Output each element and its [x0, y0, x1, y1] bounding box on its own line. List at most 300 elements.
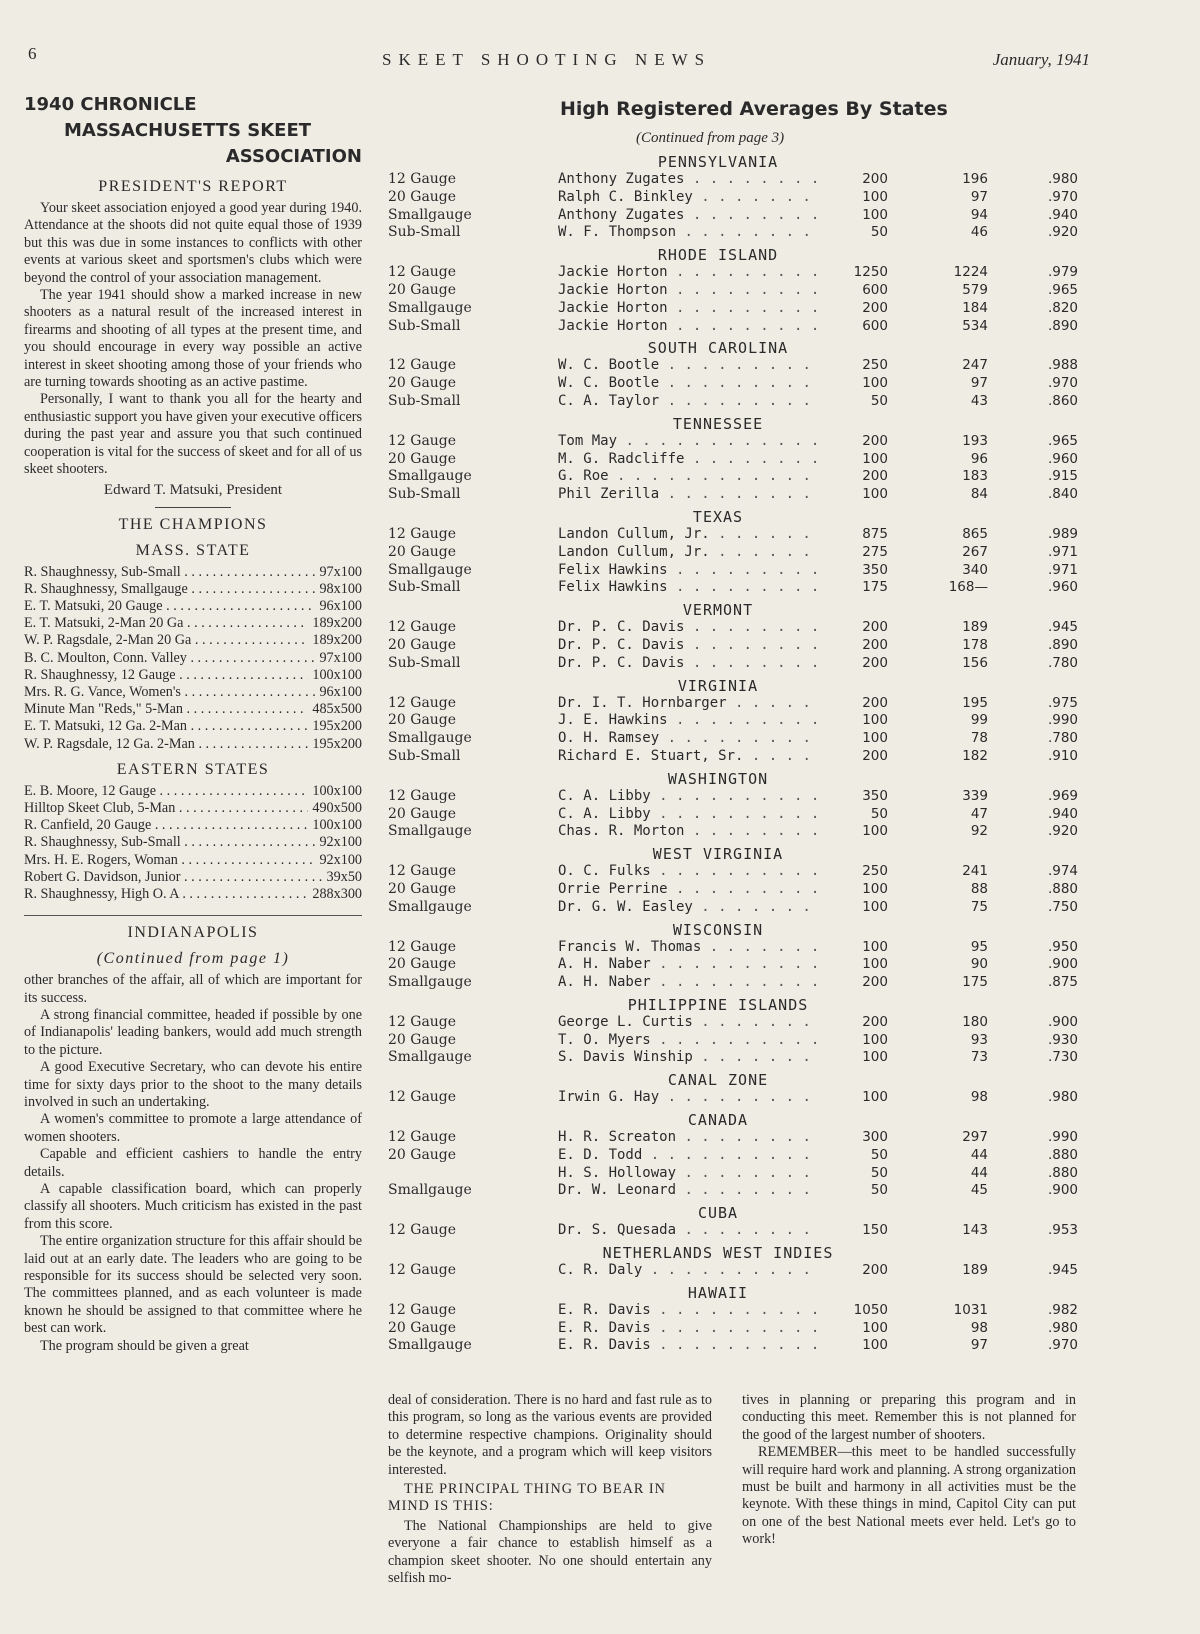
broke-cell: 183	[962, 468, 988, 485]
champion-entry	[24, 783, 362, 800]
champion-score: 96x100	[319, 597, 362, 614]
state-block	[388, 1111, 1078, 1200]
state-name: PHILIPPINE ISLANDS	[627, 995, 809, 1014]
broke-cell: 90	[970, 956, 988, 973]
shot-at-cell: 50	[870, 224, 888, 241]
state-block	[388, 1071, 1078, 1107]
player-cell: Tom May . . .	[558, 433, 822, 451]
shot-at-cell: 100	[862, 1031, 888, 1048]
left-column	[24, 92, 362, 1355]
average-cell: .965	[1047, 432, 1078, 449]
player-cell: Jackie Horton . . .	[558, 300, 822, 318]
champion-score: 97x100	[319, 563, 362, 580]
average-cell: .890	[1047, 636, 1078, 653]
gauge-cell: 12 Gauge	[388, 171, 457, 187]
state-name: PENNSYLVANIA	[657, 153, 779, 171]
averages-continued-note: (Continued from page 3)	[636, 130, 785, 146]
president-paragraph: The year 1941 should show a marked increase in new shooters as a natural result of the increased interest in firearms and shooting of all types at the present time, and you should encourage in every way possible an active interest in skeet shooting among those of your friends who are turning towards shooting as an active pastime.	[24, 287, 362, 391]
average-cell: .974	[1047, 863, 1078, 880]
broke-cell: 168—	[948, 579, 988, 596]
average-cell: .971	[1047, 561, 1078, 578]
table-row	[388, 318, 1078, 336]
table-row	[388, 712, 1078, 730]
player-cell: Richard E. Stuart, Sr. . . .	[558, 748, 822, 766]
average-cell: .980	[1047, 1319, 1078, 1336]
table-row	[388, 788, 1078, 806]
state-name: CANAL ZONE	[667, 1071, 769, 1090]
eastern-states-heading: EASTERN STATES	[116, 760, 270, 778]
state-block	[388, 153, 1078, 242]
gauge-cell: Sub-Small	[388, 392, 461, 409]
champion-name: Hilltop Skeet Club, 5-Man . . .	[24, 800, 308, 817]
gauge-cell: 20 Gauge	[388, 450, 457, 467]
average-cell: .980	[1047, 1089, 1078, 1106]
gauge-cell: Smallgauge	[388, 468, 472, 485]
state-name: WISCONSIN	[672, 920, 764, 939]
shot-at-cell: 50	[870, 1164, 888, 1181]
gauge-cell: 12 Gauge	[388, 1262, 457, 1279]
table-row	[388, 899, 1078, 917]
table-row	[388, 207, 1078, 225]
gauge-cell: 20 Gauge	[388, 1146, 457, 1163]
state-block	[388, 339, 1078, 410]
champion-score: 288x300	[312, 885, 362, 902]
president-paragraph: Personally, I want to thank you all for the hearty and enthusiastic support you have given your executive officers during the past year and assure you that such continued cooperation is vital for the success of skeet and for all of us skeet shooters.	[24, 391, 362, 478]
champion-name: Robert G. Davidson, Junior . . .	[24, 869, 323, 886]
table-row	[388, 1337, 1078, 1355]
gauge-cell: 20 Gauge	[388, 281, 457, 298]
average-cell: .989	[1047, 525, 1078, 542]
broke-cell: 196	[962, 171, 988, 187]
player-cell: W. C. Bootle . . .	[558, 375, 822, 393]
player-cell: C. A. Libby . . .	[558, 806, 822, 824]
broke-cell: 579	[962, 281, 988, 298]
shot-at-cell: 875	[862, 525, 888, 542]
gauge-cell: 12 Gauge	[388, 525, 457, 542]
broke-cell: 247	[962, 357, 988, 374]
indy-paragraph: The program should be given a great	[40, 1337, 249, 1354]
broke-cell: 178	[962, 636, 988, 653]
champion-score: 92x100	[319, 851, 362, 868]
shot-at-cell: 200	[862, 1262, 888, 1279]
state-block	[388, 508, 1078, 597]
player-cell: Ralph C. Binkley . . .	[558, 189, 822, 207]
champion-score: 189x200	[312, 632, 362, 649]
player-cell: C. R. Daly . . .	[558, 1262, 822, 1280]
state-name: RHODE ISLAND	[657, 246, 779, 265]
shot-at-cell: 200	[862, 974, 888, 991]
average-cell: .940	[1047, 206, 1078, 223]
broke-cell: 73	[970, 1049, 988, 1066]
broke-cell: 189	[962, 1262, 988, 1279]
shot-at-cell: 200	[862, 171, 888, 187]
indianapolis-heading: INDIANAPOLIS	[127, 924, 259, 942]
state-name: CUBA	[697, 1204, 739, 1223]
player-cell: Jackie Horton . . .	[558, 318, 822, 336]
gauge-cell: 12 Gauge	[388, 432, 457, 449]
table-row	[388, 1222, 1078, 1240]
state-name: CANADA	[687, 1111, 749, 1130]
average-cell: .988	[1047, 357, 1078, 374]
table-row	[388, 171, 1078, 189]
shot-at-cell: 100	[862, 450, 888, 467]
shot-at-cell: 100	[862, 712, 888, 729]
indy-paragraph: A good Executive Secretary, who can devote his entire time for sixty days prior to the shoot to the many details involved in such an undertaking.	[24, 1059, 362, 1110]
average-cell: .750	[1047, 898, 1078, 915]
player-cell: Francis W. Thomas . . .	[558, 939, 822, 957]
broke-cell: 297	[962, 1129, 988, 1146]
bottom-column-1	[388, 1392, 712, 1587]
gauge-cell: Smallgauge	[388, 299, 472, 316]
gauge-cell: 12 Gauge	[388, 1013, 457, 1030]
champion-entry	[24, 800, 362, 817]
player-cell: M. G. Radcliffe . . .	[558, 451, 822, 469]
champion-entry	[24, 834, 362, 851]
shot-at-cell: 200	[862, 299, 888, 316]
player-cell: W. F. Thompson . . .	[558, 224, 822, 242]
table-row	[388, 974, 1078, 992]
gauge-cell: Smallgauge	[388, 206, 472, 223]
shot-at-cell: 100	[862, 1319, 888, 1336]
state-block	[388, 677, 1078, 766]
player-cell: Dr. P. C. Davis . . .	[558, 655, 822, 673]
champion-entry	[24, 650, 362, 667]
indy-paragraph: Capable and efficient cashiers to handle the entry details.	[24, 1146, 362, 1180]
mass-state-heading: MASS. STATE	[135, 541, 251, 559]
gauge-cell: Sub-Small	[388, 486, 461, 503]
table-row	[388, 1165, 1078, 1183]
broke-cell: 97	[970, 1337, 988, 1354]
gauge-cell: 20 Gauge	[388, 636, 457, 653]
average-cell: .965	[1047, 281, 1078, 298]
gauge-cell: Smallgauge	[388, 974, 472, 991]
table-row	[388, 637, 1078, 655]
champion-score: 490x500	[312, 799, 362, 816]
gauge-cell: 20 Gauge	[388, 956, 457, 973]
player-cell: H. S. Holloway . . .	[558, 1165, 822, 1183]
champion-entry	[24, 632, 362, 649]
table-row	[388, 939, 1078, 957]
gauge-cell: 20 Gauge	[388, 1319, 457, 1336]
table-row	[388, 526, 1078, 544]
table-row	[388, 1182, 1078, 1200]
gauge-cell: 12 Gauge	[388, 1301, 457, 1318]
average-cell: .982	[1047, 1301, 1078, 1318]
gauge-cell: 20 Gauge	[388, 712, 457, 729]
player-cell: Jackie Horton . . .	[558, 264, 822, 282]
bottom-column-2	[742, 1392, 1076, 1549]
bottom-paragraph: tives in planning or preparing this program and in conducting this meet. Remember this is not planned for the good of the largest number of shooters.	[742, 1392, 1076, 1443]
champions-heading: THE CHAMPIONS	[118, 515, 268, 533]
table-row	[388, 806, 1078, 824]
state-block	[388, 1244, 1078, 1280]
indianapolis-continued-note: (Continued from page 1)	[96, 950, 290, 968]
shot-at-cell: 50	[870, 392, 888, 409]
average-cell: .915	[1047, 468, 1078, 485]
average-cell: .953	[1047, 1222, 1078, 1239]
table-row	[388, 579, 1078, 597]
average-cell: .900	[1047, 1182, 1078, 1199]
average-cell: .979	[1047, 264, 1078, 281]
shot-at-cell: 100	[862, 880, 888, 897]
broke-cell: 865	[962, 525, 988, 542]
average-cell: .900	[1047, 956, 1078, 973]
gauge-cell: Smallgauge	[388, 823, 472, 840]
gauge-cell: 20 Gauge	[388, 543, 457, 560]
champion-name: R. Shaughnessy, Sub-Small . . .	[24, 834, 315, 851]
shot-at-cell: 100	[862, 188, 888, 205]
divider	[24, 915, 362, 916]
player-cell: A. H. Naber . . .	[558, 974, 822, 992]
broke-cell: 184	[962, 299, 988, 316]
average-cell: .970	[1047, 1337, 1078, 1354]
shot-at-cell: 150	[862, 1222, 888, 1239]
gauge-cell: 12 Gauge	[388, 264, 457, 281]
player-cell: Felix Hawkins . . .	[558, 579, 822, 597]
broke-cell: 43	[970, 392, 988, 409]
states-list	[388, 153, 1078, 1355]
president-signature: Edward T. Matsuki, President	[103, 481, 283, 498]
champion-entry	[24, 718, 362, 735]
broke-cell: 84	[970, 486, 988, 503]
state-block	[388, 1284, 1078, 1355]
player-cell: S. Davis Winship . . .	[558, 1049, 822, 1067]
champion-entry	[24, 564, 362, 581]
broke-cell: 340	[962, 561, 988, 578]
broke-cell: 93	[970, 1031, 988, 1048]
champion-entry	[24, 581, 362, 598]
shot-at-cell: 50	[870, 805, 888, 822]
shot-at-cell: 100	[862, 486, 888, 503]
table-row	[388, 1262, 1078, 1280]
broke-cell: 99	[970, 712, 988, 729]
gauge-cell: 12 Gauge	[388, 1222, 457, 1239]
champion-entry	[24, 886, 362, 903]
state-name: WEST VIRGINIA	[652, 845, 784, 864]
shot-at-cell: 100	[862, 1049, 888, 1066]
champion-score: 195x200	[312, 718, 362, 735]
average-cell: .780	[1047, 654, 1078, 671]
broke-cell: 45	[970, 1182, 988, 1199]
broke-cell: 44	[970, 1164, 988, 1181]
champion-score: 100x100	[312, 782, 362, 799]
indy-paragraph: A strong financial committee, headed if possible by one of Indianapolis' leading bankers, would add much strength to the picture.	[24, 1006, 362, 1058]
average-cell: .875	[1047, 974, 1078, 991]
president-report-heading: PRESIDENT'S REPORT	[98, 178, 288, 195]
broke-cell: 1224	[953, 264, 988, 281]
indy-paragraph: A capable classification board, which can properly classify all shooters. Much criticism has existed in the past from this score.	[24, 1181, 362, 1232]
gauge-cell: 20 Gauge	[388, 188, 457, 205]
shot-at-cell: 175	[862, 579, 888, 596]
champion-name: Mrs. R. G. Vance, Women's . . .	[24, 684, 315, 701]
champion-entry	[24, 615, 362, 632]
broke-cell: 98	[970, 1089, 988, 1106]
champion-score: 96x100	[319, 683, 362, 700]
average-cell: .880	[1047, 1164, 1078, 1181]
player-cell: O. H. Ramsey . . .	[558, 730, 822, 748]
chronicle-title-line2: MASSACHUSETTS SKEET	[64, 120, 312, 141]
champion-name: Minute Man "Reds," 5-Man . . .	[24, 701, 308, 718]
player-cell: T. O. Myers . . .	[558, 1032, 822, 1050]
table-row	[388, 1049, 1078, 1067]
shot-at-cell: 100	[862, 206, 888, 223]
table-row	[388, 695, 1078, 713]
champion-entry	[24, 667, 362, 684]
average-cell: .980	[1047, 171, 1078, 187]
table-row	[388, 956, 1078, 974]
gauge-cell: Smallgauge	[388, 1182, 472, 1199]
shot-at-cell: 100	[862, 730, 888, 747]
player-cell: O. C. Fulks . . .	[558, 863, 822, 881]
shot-at-cell: 100	[862, 1089, 888, 1106]
table-row	[388, 881, 1078, 899]
state-block	[388, 601, 1078, 672]
champion-score: 97x100	[319, 649, 362, 666]
champion-name: R. Canfield, 20 Gauge . . .	[24, 817, 308, 834]
table-row	[388, 357, 1078, 375]
player-cell: Jackie Horton . . .	[558, 282, 822, 300]
broke-cell: 97	[970, 188, 988, 205]
broke-cell: 143	[962, 1222, 988, 1239]
champion-name: R. Shaughnessy, 12 Gauge . . .	[24, 667, 308, 684]
state-name: TENNESSEE	[672, 414, 764, 433]
table-row	[388, 562, 1078, 580]
state-name: TEXAS	[692, 507, 744, 526]
broke-cell: 96	[970, 450, 988, 467]
table-row	[388, 619, 1078, 637]
gauge-cell: 12 Gauge	[388, 938, 457, 955]
broke-cell: 156	[962, 654, 988, 671]
shot-at-cell: 200	[862, 1013, 888, 1030]
average-cell: .960	[1047, 579, 1078, 596]
champion-score: 195x200	[312, 735, 362, 752]
state-block	[388, 246, 1078, 335]
state-block	[388, 845, 1078, 916]
gauge-cell: 12 Gauge	[388, 619, 457, 636]
champion-name: B. C. Moulton, Conn. Valley . . .	[24, 650, 315, 667]
champion-entry	[24, 701, 362, 718]
average-cell: .780	[1047, 730, 1078, 747]
player-cell: E. R. Davis . . .	[558, 1320, 822, 1338]
champion-score: 100x100	[312, 817, 362, 834]
gauge-cell: 20 Gauge	[388, 880, 457, 897]
shot-at-cell: 250	[862, 863, 888, 880]
indy-paragraph: other branches of the affair, all of which are important for its success.	[24, 972, 362, 1006]
shot-at-cell: 600	[862, 317, 888, 334]
shot-at-cell: 600	[862, 281, 888, 298]
gauge-cell: 12 Gauge	[388, 1089, 457, 1106]
shot-at-cell: 200	[862, 694, 888, 711]
champion-entry	[24, 869, 362, 886]
average-cell: .960	[1047, 450, 1078, 467]
gauge-cell: Sub-Small	[388, 579, 461, 596]
player-cell: Dr. P. C. Davis . . .	[558, 619, 822, 637]
average-cell: .920	[1047, 823, 1078, 840]
bottom-paragraph: deal of consideration. There is no hard and fast rule as to this program, so long as the various events are provided to determine respective champions. Originality should be the keynote, and a program which will keep visitors interested.	[388, 1392, 712, 1478]
table-row	[388, 264, 1078, 282]
table-row	[388, 863, 1078, 881]
broke-cell: 182	[962, 747, 988, 764]
average-cell: .945	[1047, 619, 1078, 636]
state-block	[388, 415, 1078, 504]
player-cell: Anthony Zugates . . .	[558, 207, 822, 225]
publication-title: SKEET SHOOTING NEWS	[382, 50, 712, 69]
broke-cell: 75	[970, 898, 988, 915]
shot-at-cell: 100	[862, 898, 888, 915]
champion-entry	[24, 736, 362, 753]
table-row	[388, 1089, 1078, 1107]
player-cell: E. D. Todd . . .	[558, 1147, 822, 1165]
player-cell: A. H. Naber . . .	[558, 956, 822, 974]
table-row	[388, 655, 1078, 673]
shot-at-cell: 100	[862, 1337, 888, 1354]
gauge-cell: 12 Gauge	[388, 694, 457, 711]
champion-score: 92x100	[319, 834, 362, 851]
broke-cell: 44	[970, 1146, 988, 1163]
champion-name: W. P. Ragsdale, 12 Ga. 2-Man . . .	[24, 736, 308, 753]
divider	[155, 507, 231, 508]
table-row	[388, 282, 1078, 300]
state-block	[388, 770, 1078, 841]
broke-cell: 88	[970, 880, 988, 897]
gauge-cell: Smallgauge	[388, 730, 472, 747]
gauge-cell: Sub-Small	[388, 654, 461, 671]
shot-at-cell: 50	[870, 1146, 888, 1163]
averages-title: High Registered Averages By States	[560, 98, 948, 120]
champion-score: 189x200	[312, 615, 362, 632]
gauge-cell: Smallgauge	[388, 1049, 472, 1066]
chronicle-title-line1: 1940 CHRONICLE	[24, 94, 197, 115]
table-row	[388, 300, 1078, 318]
principal-thing-heading: THE PRINCIPAL THING TO BEAR IN MIND IS THIS:	[388, 1481, 666, 1515]
gauge-cell: Smallgauge	[388, 1337, 472, 1354]
table-row	[388, 375, 1078, 393]
table-row	[388, 1320, 1078, 1338]
player-cell: H. R. Screaton . . .	[558, 1129, 822, 1147]
player-cell: C. A. Taylor . . .	[558, 393, 822, 411]
president-paragraph: Your skeet association enjoyed a good year during 1940. Attendance at the shoots did not quite equal those of 1939 but this was due in some instances to conflicts with other events at various skeet and sportsmen's clubs which were beyond the control of your association management.	[24, 200, 362, 286]
table-row	[388, 544, 1078, 562]
average-cell: .970	[1047, 375, 1078, 392]
champion-entry	[24, 684, 362, 701]
broke-cell: 534	[962, 317, 988, 334]
champion-name: E. T. Matsuki, 12 Ga. 2-Man . . .	[24, 718, 308, 735]
shot-at-cell: 100	[862, 956, 888, 973]
table-row	[388, 468, 1078, 486]
shot-at-cell: 350	[862, 787, 888, 804]
average-cell: .860	[1047, 392, 1078, 409]
champion-score: 100x100	[312, 666, 362, 683]
broke-cell: 97	[970, 375, 988, 392]
shot-at-cell: 200	[862, 636, 888, 653]
table-row	[388, 730, 1078, 748]
table-row	[388, 1147, 1078, 1165]
shot-at-cell: 100	[862, 375, 888, 392]
average-cell: .971	[1047, 543, 1078, 560]
player-cell: Phil Zerilla . . .	[558, 486, 822, 504]
champion-name: R. Shaughnessy, High O. A . . .	[24, 886, 308, 903]
shot-at-cell: 200	[862, 747, 888, 764]
broke-cell: 95	[970, 938, 988, 955]
state-block	[388, 996, 1078, 1067]
table-row	[388, 486, 1078, 504]
player-cell: C. A. Libby . . .	[558, 788, 822, 806]
champion-name: E. T. Matsuki, 20 Gauge . . .	[24, 598, 315, 615]
broke-cell: 47	[970, 805, 988, 822]
table-row	[388, 1302, 1078, 1320]
averages-by-states-table	[388, 98, 1078, 1359]
broke-cell: 1031	[953, 1301, 988, 1318]
